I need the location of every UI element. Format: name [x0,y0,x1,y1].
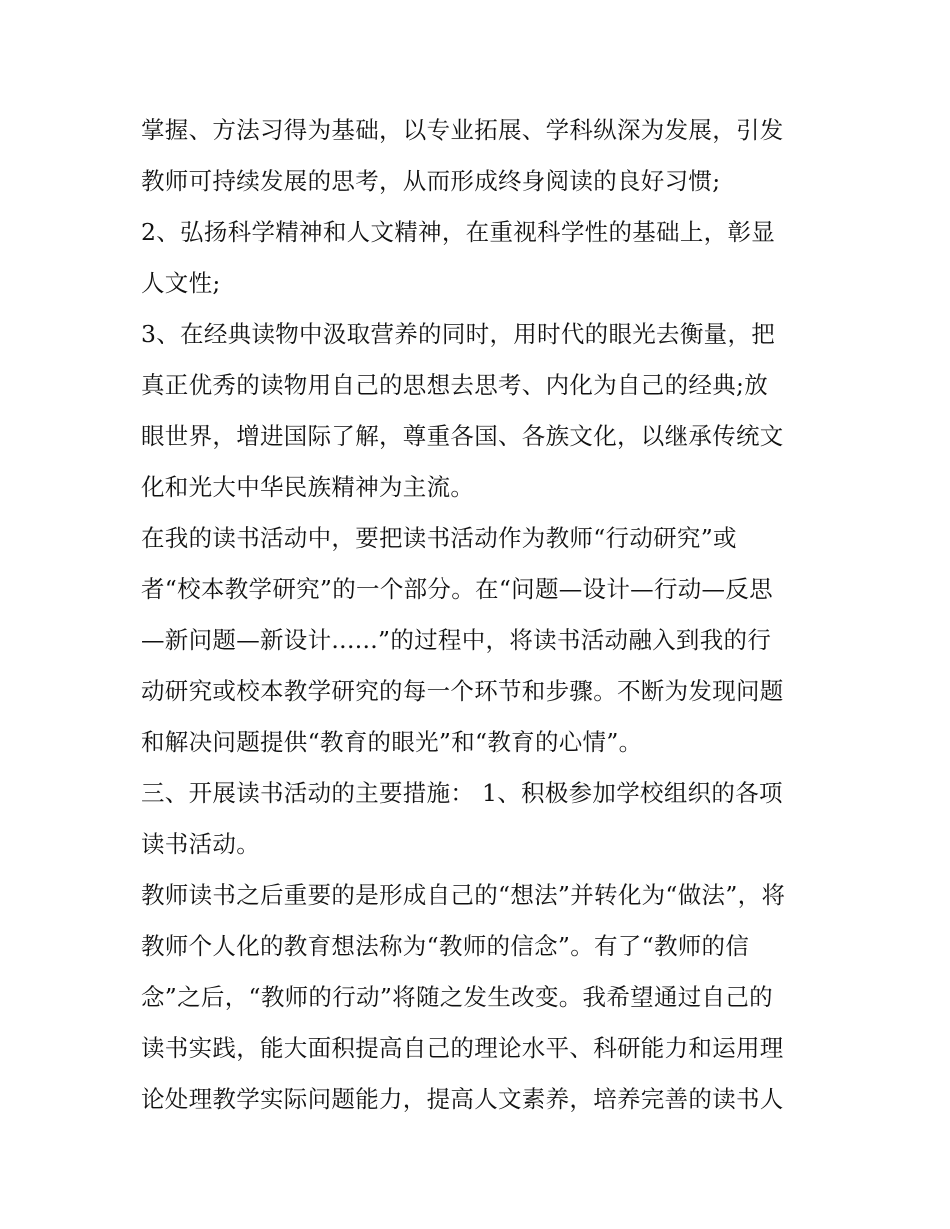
text-line: 论处理教学实际问题能力，提高人文素养，培养完善的读书人 [141,1085,784,1113]
text-line: 三、开展读书活动的主要措施： 1、积极参加学校组织的各项 [141,779,783,807]
text-line: 在我的读书活动中，要把读书活动作为教师“行动研究”或 [141,524,737,552]
text-line: 掌握、方法习得为基础，以专业拓展、学科纵深为发展，引发 [141,116,784,144]
text-line: —新问题—新设计......”的过程中，将读书活动融入到我的行 [141,626,772,654]
text-line: 读书实践，能大面积提高自己的理论水平、科研能力和运用理 [141,1034,784,1062]
text-line: 念”之后，“教师的行动”将随之发生改变。我希望通过自己的 [141,983,773,1011]
text-line: 动研究或校本教学研究的每一个环节和步骤。不断为发现问题 [141,677,784,705]
text-line: 者“校本教学研究”的一个部分。在“问题—设计—行动—反思 [141,575,773,603]
text-line: 3、在经典读物中汲取营养的同时，用时代的眼光去衡量，把 [141,320,776,348]
text-line: 教师读书之后重要的是形成自己的“想法”并转化为“做法”，将 [141,881,786,909]
text-line: 读书活动。 [141,830,260,858]
text-line: 人文性; [141,269,221,297]
text-line: 2、弘扬科学精神和人文精神，在重视科学性的基础上，彰显 [141,218,776,246]
text-line: 教师可持续发展的思考，从而形成终身阅读的良好习惯; [141,167,721,195]
text-line: 教师个人化的教育想法称为“教师的信念”。有了“教师的信 [141,932,750,960]
text-line: 真正优秀的读物用自己的思想去思考、内化为自己的经典;放 [141,371,769,399]
text-line: 化和光大中华民族精神为主流。 [141,473,475,501]
text-line: 和解决问题提供“教育的眼光”和“教育的心情”。 [141,728,643,756]
text-line: 眼世界，增进国际了解，尊重各国、各族文化，以继承传统文 [141,422,784,450]
